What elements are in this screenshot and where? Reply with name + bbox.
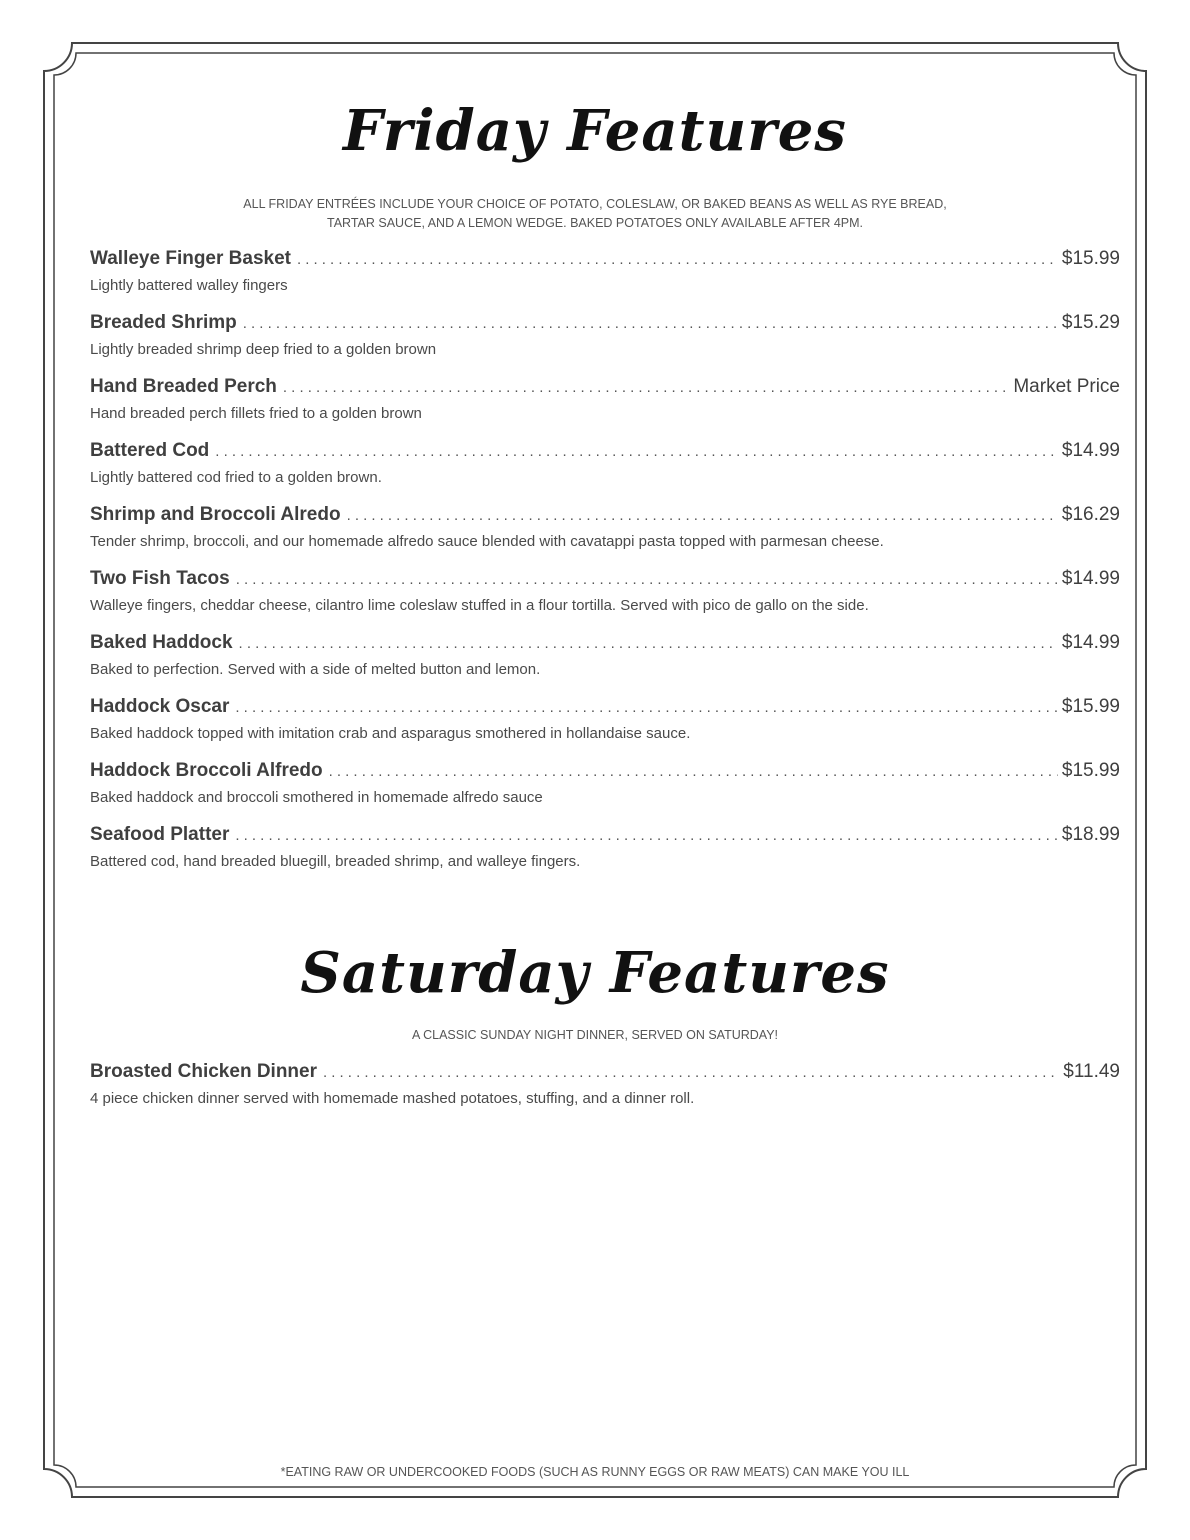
menu-item bbox=[90, 376, 1120, 440]
item-description: Hand breaded perch fillets fried to a golden brown bbox=[90, 405, 422, 422]
item-description: Tender shrimp, broccoli, and our homemade alfredo sauce blended with cavatappi pasta topped with parmesan cheese. bbox=[90, 533, 884, 550]
item-name: Haddock Broccoli Alfredo bbox=[90, 760, 323, 781]
menu-item bbox=[90, 1061, 1120, 1125]
item-price: $15.99 bbox=[1061, 760, 1120, 781]
friday-note-line-2: TARTAR SAUCE, AND A LEMON WEDGE. BAKED POTATOES ONLY AVAILABLE AFTER 4PM. bbox=[326, 216, 864, 230]
menu-item bbox=[90, 824, 1120, 888]
dot-leader bbox=[235, 828, 1058, 843]
dot-leader bbox=[283, 380, 1009, 395]
friday-title: Friday Features bbox=[343, 98, 847, 164]
friday-note bbox=[200, 195, 990, 233]
menu-item bbox=[90, 568, 1120, 632]
dot-leader bbox=[243, 316, 1058, 331]
item-name: Seafood Platter bbox=[90, 824, 230, 845]
item-price: $18.99 bbox=[1061, 824, 1120, 845]
item-description: Walleye fingers, cheddar cheese, cilantro lime coleslaw stuffed in a flour tortilla. Served with pico de gallo on the side. bbox=[90, 597, 869, 614]
menu-item bbox=[90, 504, 1120, 568]
footer-disclaimer: *EATING RAW OR UNDERCOOKED FOODS (SUCH AS RUNNY EGGS OR RAW MEATS) CAN MAKE YOU ILL bbox=[280, 1465, 910, 1479]
item-description: Lightly battered cod fried to a golden brown. bbox=[90, 469, 382, 486]
dot-leader bbox=[235, 700, 1057, 715]
saturday-title: Saturday Features bbox=[300, 940, 890, 1006]
item-price: $15.29 bbox=[1061, 312, 1120, 333]
item-description: Baked haddock topped with imitation crab and asparagus smothered in hollandaise sauce. bbox=[90, 725, 691, 742]
item-name: Breaded Shrimp bbox=[90, 312, 237, 333]
dot-leader bbox=[236, 572, 1058, 587]
friday-menu-list bbox=[90, 248, 1120, 888]
dot-leader bbox=[297, 252, 1058, 267]
saturday-menu-list bbox=[90, 1061, 1120, 1125]
item-price: $14.99 bbox=[1061, 632, 1120, 653]
item-price: $14.99 bbox=[1061, 568, 1120, 589]
menu-item bbox=[90, 440, 1120, 504]
item-description: 4 piece chicken dinner served with homemade mashed potatoes, stuffing, and a dinner roll. bbox=[90, 1090, 695, 1107]
item-name: Two Fish Tacos bbox=[90, 568, 230, 589]
item-description: Lightly battered walley fingers bbox=[90, 277, 288, 294]
item-price: $14.99 bbox=[1061, 440, 1120, 461]
item-price: $15.99 bbox=[1061, 696, 1120, 717]
item-name: Shrimp and Broccoli Alredo bbox=[90, 504, 341, 525]
item-name: Hand Breaded Perch bbox=[90, 376, 277, 397]
dot-leader bbox=[323, 1065, 1059, 1080]
dot-leader bbox=[329, 764, 1058, 779]
menu-item bbox=[90, 248, 1120, 312]
dot-leader bbox=[215, 444, 1058, 459]
friday-note-line-1: ALL FRIDAY ENTRÉES INCLUDE YOUR CHOICE OF POTATO, COLESLAW, OR BAKED BEANS AS WELL AS RYE BREAD, bbox=[243, 197, 947, 211]
item-name: Haddock Oscar bbox=[90, 696, 230, 717]
item-name: Baked Haddock bbox=[90, 632, 233, 653]
dot-leader bbox=[347, 508, 1058, 523]
saturday-note: A CLASSIC SUNDAY NIGHT DINNER, SERVED ON SATURDAY! bbox=[411, 1028, 779, 1042]
item-price: $16.29 bbox=[1061, 504, 1120, 525]
menu-item bbox=[90, 312, 1120, 376]
item-name: Walleye Finger Basket bbox=[90, 248, 291, 269]
item-description: Lightly breaded shrimp deep fried to a golden brown bbox=[90, 341, 437, 358]
item-price: Market Price bbox=[1013, 376, 1120, 397]
item-name: Broasted Chicken Dinner bbox=[90, 1061, 317, 1082]
item-description: Battered cod, hand breaded bluegill, breaded shrimp, and walleye fingers. bbox=[90, 853, 581, 870]
menu-item bbox=[90, 696, 1120, 760]
item-description: Baked haddock and broccoli smothered in homemade alfredo sauce bbox=[90, 789, 543, 806]
item-name: Battered Cod bbox=[90, 440, 210, 461]
item-price: $15.99 bbox=[1061, 248, 1120, 269]
dot-leader bbox=[239, 636, 1058, 651]
item-description: Baked to perfection. Served with a side of melted button and lemon. bbox=[90, 661, 541, 678]
item-price: $11.49 bbox=[1063, 1061, 1120, 1082]
menu-item bbox=[90, 760, 1120, 824]
menu-item bbox=[90, 632, 1120, 696]
